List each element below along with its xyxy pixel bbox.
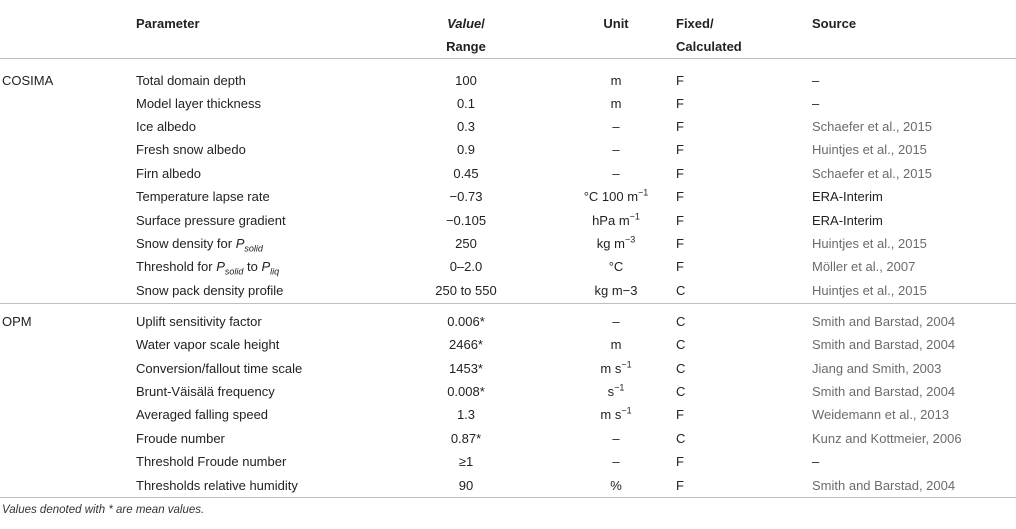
table-row: [0, 474, 1016, 498]
table-row: [0, 450, 1016, 473]
group-label: [0, 256, 136, 279]
group-label: [0, 380, 136, 403]
group-label: [0, 357, 136, 380]
parameter-text: Fresh snow albedo: [136, 142, 246, 158]
parameter-subscript: solid: [224, 267, 244, 278]
header-row: [0, 0, 1016, 59]
parameter-cell: [136, 139, 376, 162]
value-cell: 0.87*: [450, 430, 482, 446]
parameter-text: Brunt-Väisälä frequency: [136, 383, 275, 399]
unit-text: –: [612, 430, 620, 446]
parameter-text: Water vapor scale height: [136, 337, 280, 353]
unit-cell: [556, 303, 676, 334]
group-label: [0, 279, 136, 303]
header-source: Source: [812, 16, 857, 31]
table-row: [0, 139, 1016, 162]
fixed-cell: F: [676, 95, 684, 111]
group-label: [0, 474, 136, 498]
header-value-line2: Range: [446, 39, 486, 54]
table-row: [0, 279, 1016, 303]
source-cell: Möller et al., 2007: [812, 259, 916, 275]
unit-cell: [556, 115, 676, 138]
group-label: OPM: [2, 314, 32, 330]
unit-text: m s: [600, 360, 622, 376]
value-cell: 1453*: [449, 360, 483, 376]
parameter-cell: [136, 380, 376, 403]
parameter-subscript-2: liq: [270, 267, 280, 278]
unit-text: m: [610, 337, 622, 353]
parameter-cell: [136, 209, 376, 232]
source-cell: Smith and Barstad, 2004: [812, 477, 956, 493]
table-row: [0, 115, 1016, 138]
unit-text: hPa m: [592, 212, 630, 228]
parameter-text: Conversion/fallout time scale: [136, 360, 303, 376]
group-label: [0, 334, 136, 357]
value-cell: 0–2.0: [449, 259, 483, 275]
source-cell: –: [812, 72, 820, 88]
unit-cell: [556, 334, 676, 357]
header-value: Value/ Range: [446, 16, 486, 54]
parameter-cell: [136, 450, 376, 473]
parameter-text: Snow density for P: [136, 236, 245, 252]
unit-text: kg m: [596, 236, 625, 252]
parameter-text: Surface pressure gradient: [136, 212, 286, 228]
parameter-text: Threshold for P: [136, 259, 225, 275]
header-fixed-line2: Calculated: [676, 39, 742, 54]
group-label: [0, 450, 136, 473]
unit-cell: [556, 357, 676, 380]
fixed-cell: F: [676, 142, 684, 158]
fixed-cell: F: [676, 259, 684, 275]
parameter-cell: [136, 256, 376, 279]
unit-cell: [556, 92, 676, 115]
value-cell: 1.3: [456, 407, 476, 423]
value-cell: 0.9: [456, 142, 476, 158]
unit-cell: [556, 380, 676, 403]
parameter-cell: [136, 357, 376, 380]
parameter-cell: [136, 279, 376, 303]
source-cell: Schaefer et al., 2015: [812, 165, 932, 181]
parameter-cell: [136, 334, 376, 357]
fixed-cell: F: [676, 477, 684, 493]
table-footnote: Values denoted with * are mean values.: [2, 504, 205, 517]
parameter-text: Averaged falling speed: [136, 407, 269, 423]
fixed-cell: F: [676, 212, 684, 228]
unit-cell: [556, 474, 676, 498]
group-opm: [0, 303, 1016, 498]
unit-cell: [556, 256, 676, 279]
parameter-text: Model layer thickness: [136, 95, 261, 111]
group-label: [0, 427, 136, 450]
unit-text: %: [610, 477, 622, 493]
header-group: [0, 0, 136, 59]
table-row: [0, 357, 1016, 380]
source-cell: Jiang and Smith, 2003: [812, 360, 942, 376]
unit-text: –: [612, 142, 620, 158]
source-cell: Smith and Barstad, 2004: [812, 314, 956, 330]
unit-cell: [556, 186, 676, 209]
unit-superscript: −3: [624, 234, 636, 245]
fixed-cell: F: [676, 189, 684, 205]
source-cell: –: [812, 454, 820, 470]
source-cell: Smith and Barstad, 2004: [812, 337, 956, 353]
fixed-cell: F: [676, 165, 684, 181]
unit-cell: [556, 59, 676, 93]
table-row: [0, 209, 1016, 232]
unit-text: m: [610, 95, 622, 111]
parameter-text: Firn albedo: [136, 165, 202, 181]
unit-text: –: [612, 165, 620, 181]
table-row: [0, 186, 1016, 209]
parameter-text: Uplift sensitivity factor: [136, 314, 262, 330]
unit-cell: [556, 209, 676, 232]
parameter-cell: [136, 474, 376, 498]
parameter-text: Threshold Froude number: [136, 454, 287, 470]
table-row: [0, 303, 1016, 334]
unit-text: s: [607, 383, 615, 399]
parameter-cell: [136, 186, 376, 209]
unit-cell: [556, 162, 676, 185]
value-cell: 0.1: [456, 95, 476, 111]
source-cell: –: [812, 95, 820, 111]
group-label: [0, 209, 136, 232]
source-cell: ERA-Interim: [812, 212, 883, 228]
fixed-cell: C: [676, 383, 686, 399]
unit-text: kg m−3: [594, 282, 638, 298]
source-cell: ERA-Interim: [812, 189, 883, 205]
unit-superscript: −1: [629, 211, 640, 222]
unit-cell: [556, 279, 676, 303]
source-cell: Huintjes et al., 2015: [812, 142, 927, 158]
fixed-cell: F: [676, 72, 684, 88]
fixed-cell: C: [676, 282, 686, 298]
parameter-cell: [136, 232, 376, 255]
unit-text: m s: [600, 407, 622, 423]
group-label: COSIMA: [2, 72, 54, 88]
table-row: [0, 59, 1016, 93]
parameter-cell: [136, 92, 376, 115]
unit-text: °C 100 m: [583, 189, 639, 205]
source-cell: Huintjes et al., 2015: [812, 236, 927, 252]
unit-text: –: [612, 314, 620, 330]
value-cell: 90: [458, 477, 474, 493]
parameter-cell: [136, 115, 376, 138]
fixed-cell: F: [676, 236, 684, 252]
unit-superscript: −1: [638, 187, 649, 198]
fixed-cell: C: [676, 314, 686, 330]
unit-cell: [556, 139, 676, 162]
unit-cell: [556, 427, 676, 450]
unit-cell: [556, 404, 676, 427]
table-row: [0, 427, 1016, 450]
parameter-cell: [136, 427, 376, 450]
source-cell: Smith and Barstad, 2004: [812, 383, 956, 399]
value-cell: ≥1: [458, 454, 474, 470]
value-cell: 0.006*: [447, 314, 485, 330]
value-cell: 2466*: [449, 337, 483, 353]
fixed-cell: C: [676, 430, 686, 446]
unit-cell: [556, 232, 676, 255]
parameter-text: Thresholds relative humidity: [136, 477, 298, 493]
parameter-text: Total domain depth: [136, 72, 246, 88]
parameter-text: Froude number: [136, 430, 225, 446]
table-row: [0, 232, 1016, 255]
fixed-cell: C: [676, 360, 686, 376]
value-cell: 250: [455, 236, 477, 252]
unit-text: –: [612, 454, 620, 470]
value-cell: 0.008*: [447, 383, 485, 399]
parameter-text: Snow pack density profile: [136, 282, 284, 298]
source-cell: Schaefer et al., 2015: [812, 119, 932, 135]
group-label: [0, 404, 136, 427]
header-parameter: Parameter: [136, 16, 200, 31]
source-cell: Kunz and Kottmeier, 2006: [812, 430, 962, 446]
group-label: [0, 186, 136, 209]
table-row: [0, 380, 1016, 403]
group-label: [0, 115, 136, 138]
table-row: [0, 92, 1016, 115]
parameter-subscript: solid: [244, 243, 263, 254]
table-row: [0, 334, 1016, 357]
parameter-cell: [136, 404, 376, 427]
group-label: [0, 92, 136, 115]
unit-cell: [556, 450, 676, 473]
group-cosima: [0, 59, 1016, 304]
parameter-cell: [136, 59, 376, 93]
source-cell: Huintjes et al., 2015: [812, 282, 927, 298]
value-cell: −0.73: [449, 189, 483, 205]
table-row: [0, 256, 1016, 279]
parameter-text: Temperature lapse rate: [136, 189, 270, 205]
group-label: [0, 139, 136, 162]
header-fixed: [676, 0, 812, 59]
header-value-line1: Value: [447, 16, 482, 31]
table-row: [0, 162, 1016, 185]
fixed-cell: C: [676, 337, 686, 353]
unit-superscript: −1: [614, 382, 625, 393]
value-cell: 0.45: [453, 165, 479, 181]
header-unit: Unit: [603, 16, 629, 31]
fixed-cell: F: [676, 119, 684, 135]
group-label: [0, 162, 136, 185]
value-cell: −0.105: [445, 212, 487, 228]
unit-superscript: −1: [621, 359, 632, 370]
group-label: [0, 232, 136, 255]
parameter-text: Ice albedo: [136, 119, 196, 135]
value-cell: 250 to 550: [435, 282, 497, 298]
parameter-cell: [136, 162, 376, 185]
value-cell: 100: [455, 72, 477, 88]
unit-text: °C: [608, 259, 624, 275]
fixed-cell: F: [676, 407, 684, 423]
table-row: [0, 404, 1016, 427]
parameter-text-mid: to P: [243, 259, 271, 275]
parameter-cell: [136, 303, 376, 334]
header-fixed-line1: Fixed/: [676, 16, 714, 31]
source-cell: Weidemann et al., 2013: [812, 407, 950, 423]
fixed-cell: F: [676, 454, 684, 470]
unit-text: m: [610, 72, 622, 88]
unit-superscript: −1: [621, 406, 632, 417]
value-cell: 0.3: [456, 119, 476, 135]
unit-text: –: [612, 119, 620, 135]
